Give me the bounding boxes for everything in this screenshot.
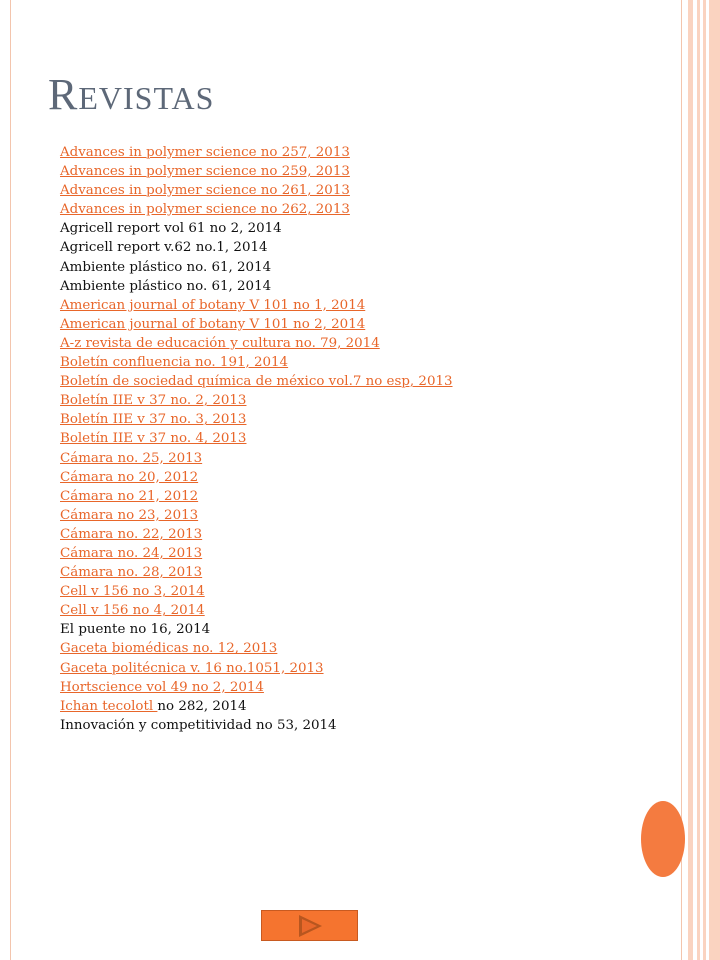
journal-link[interactable]: A-z revista de educación y cultura no. 79, 2014 <box>60 335 380 351</box>
side-stripe <box>688 0 693 960</box>
list-item <box>60 449 620 468</box>
side-stripe <box>703 0 706 960</box>
decorative-circle <box>641 801 685 877</box>
list-item <box>60 429 620 448</box>
title-rest: EVISTAS <box>78 80 215 116</box>
list-item <box>60 200 620 219</box>
list-item <box>60 639 620 658</box>
list-item <box>60 487 620 506</box>
journal-link[interactable]: Boletín IIE v 37 no. 2, 2013 <box>60 393 247 409</box>
journal-link[interactable]: Boletín IIE v 37 no. 3, 2013 <box>60 412 247 428</box>
journal-link[interactable]: Cámara no. 22, 2013 <box>60 526 203 542</box>
list-item <box>60 334 620 353</box>
list-item <box>60 296 620 315</box>
journal-link[interactable]: Advances in polymer science no 261, 2013 <box>60 183 350 199</box>
list-item <box>60 563 620 582</box>
page-title <box>48 70 214 123</box>
title-initial: R <box>48 70 79 119</box>
list-item <box>60 525 620 544</box>
list-item <box>60 353 620 372</box>
list-item <box>60 716 620 735</box>
list-item <box>60 372 620 391</box>
list-item <box>60 219 620 238</box>
list-item <box>60 620 620 639</box>
journal-link[interactable]: American journal of botany V 101 no 2, 2014 <box>60 316 366 332</box>
list-item <box>60 162 620 181</box>
journal-link[interactable]: Cámara no. 25, 2013 <box>60 450 203 466</box>
list-item <box>60 410 620 429</box>
journal-link[interactable]: Gaceta politécnica v. 16 no.1051, 2013 <box>60 660 324 676</box>
journal-text: El puente no 16, 2014 <box>60 622 211 638</box>
journal-link[interactable]: Advances in polymer science no 259, 2013 <box>60 164 350 180</box>
journal-text: Agricell report vol 61 no 2, 2014 <box>60 221 282 237</box>
journal-link[interactable]: Boletín de sociedad química de méxico vol.7 no esp, 2013 <box>60 374 453 390</box>
journal-link[interactable]: Boletín confluencia no. 191, 2014 <box>60 355 289 371</box>
list-item <box>60 277 620 296</box>
journal-link[interactable]: Advances in polymer science no 262, 2013 <box>60 202 350 218</box>
journal-link[interactable]: Cámara no 20, 2012 <box>60 469 199 485</box>
journal-link[interactable]: Cámara no. 24, 2013 <box>60 545 203 561</box>
journal-text: Ambiente plástico no. 61, 2014 <box>60 259 272 275</box>
journal-link[interactable]: Cámara no 23, 2013 <box>60 507 199 523</box>
journal-link[interactable]: Advances in polymer science no 257, 2013 <box>60 145 350 160</box>
list-item <box>60 238 620 257</box>
list-item <box>60 506 620 525</box>
journal-link[interactable]: Cell v 156 no 3, 2014 <box>60 584 205 600</box>
journal-text: no 282, 2014 <box>157 698 247 714</box>
list-item <box>60 391 620 410</box>
journal-link[interactable]: Hortscience vol 49 no 2, 2014 <box>60 679 264 695</box>
journal-link[interactable]: Cámara no 21, 2012 <box>60 488 199 504</box>
list-item <box>60 181 620 200</box>
side-stripe <box>709 0 720 960</box>
list-item <box>60 143 620 162</box>
list-item <box>60 697 620 716</box>
journal-link[interactable]: Boletín IIE v 37 no. 4, 2013 <box>60 431 247 447</box>
list-item <box>60 678 620 697</box>
journal-text: Agricell report v.62 no.1, 2014 <box>60 240 268 256</box>
journal-link[interactable]: Cell v 156 no 4, 2014 <box>60 603 205 619</box>
next-slide-button[interactable] <box>261 910 358 941</box>
play-arrow-icon <box>295 914 325 938</box>
list-item <box>60 468 620 487</box>
list-item <box>60 544 620 563</box>
list-item <box>60 258 620 277</box>
journal-text: Innovación y competitividad no 53, 2014 <box>60 717 337 733</box>
journal-link[interactable]: American journal of botany V 101 no 1, 2014 <box>60 297 366 313</box>
journal-link[interactable]: Cámara no. 28, 2013 <box>60 565 203 581</box>
journal-link[interactable]: Ichan tecolotl <box>60 698 158 714</box>
list-item <box>60 315 620 334</box>
list-item <box>60 659 620 678</box>
journal-link[interactable]: Gaceta biomédicas no. 12, 2013 <box>60 641 278 657</box>
side-stripe <box>697 0 700 960</box>
journal-list <box>60 143 620 735</box>
list-item <box>60 582 620 601</box>
journal-text: Ambiente plástico no. 61, 2014 <box>60 278 272 294</box>
list-item <box>60 601 620 620</box>
